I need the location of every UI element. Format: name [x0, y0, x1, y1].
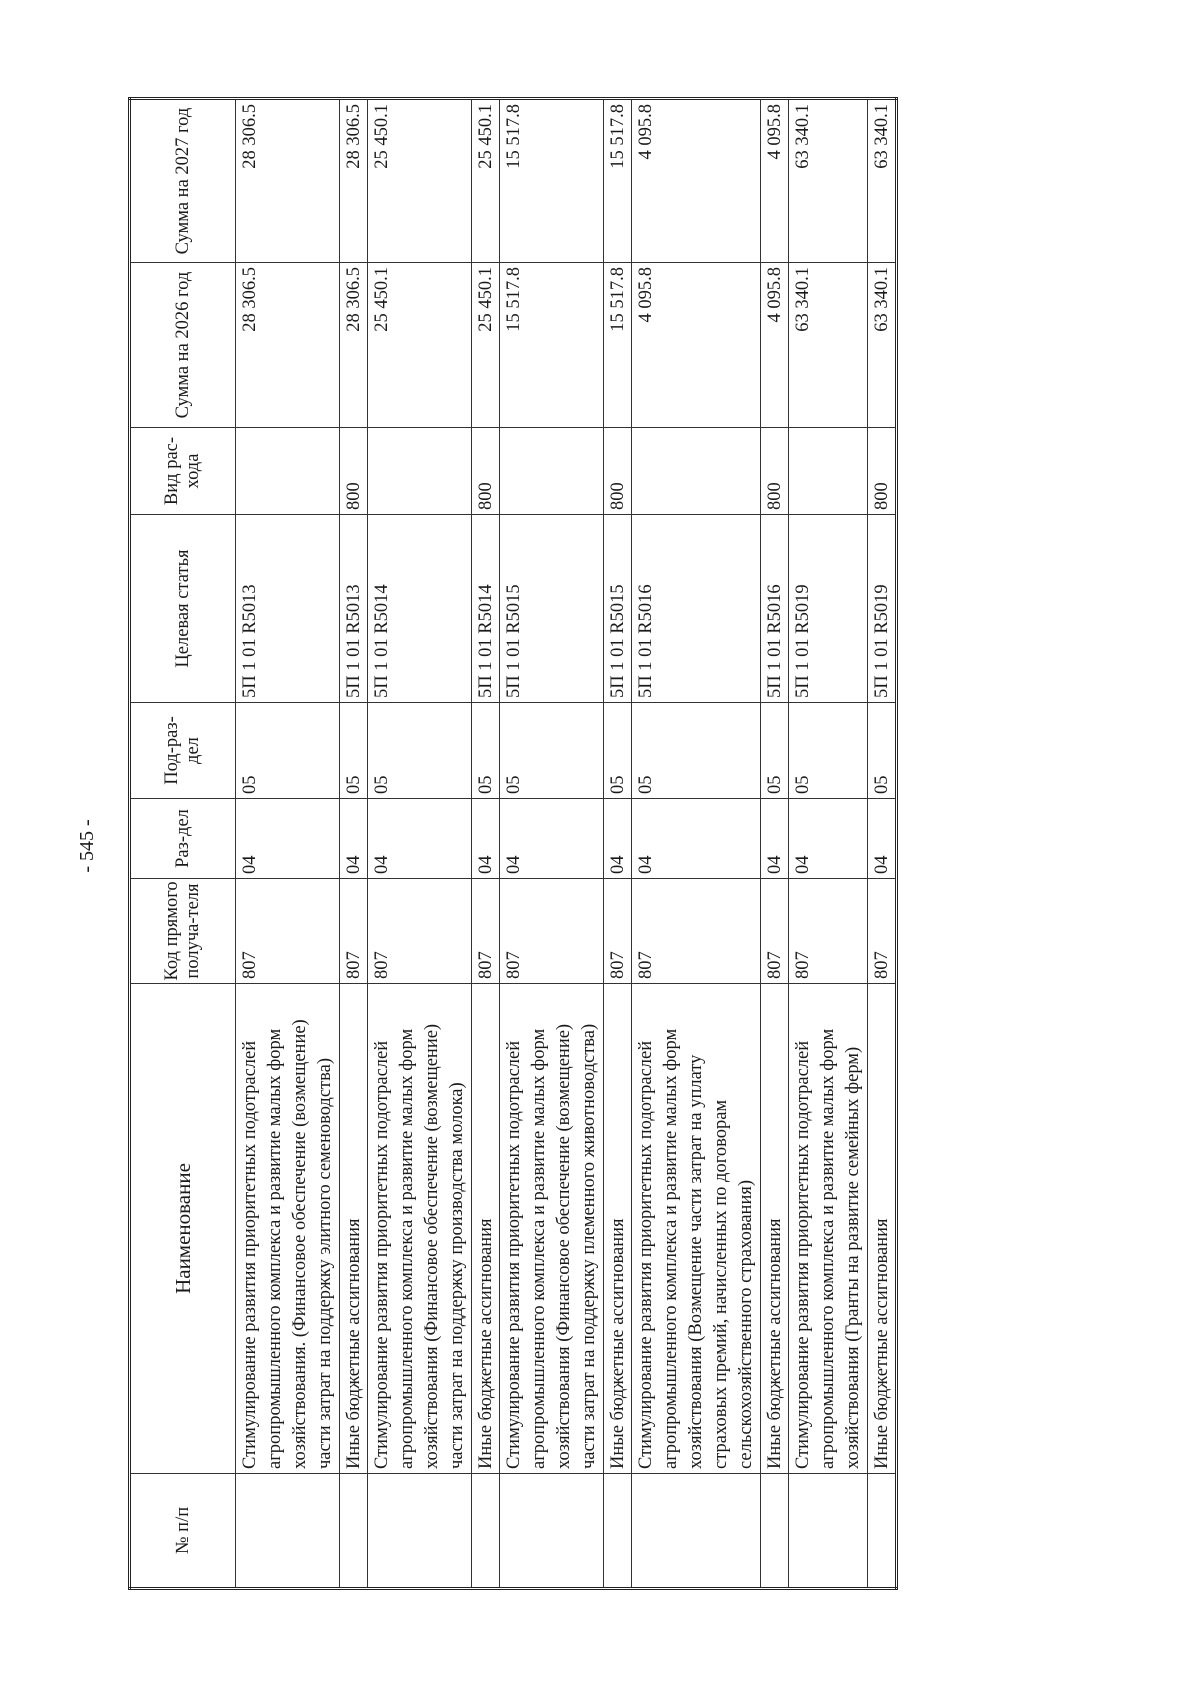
row-target-cell: 5П 1 01 R5014 [368, 515, 472, 703]
table-row [789, 99, 868, 1589]
row-expense-type-cell: 800 [604, 428, 632, 515]
row-subsection-cell: 05 [340, 703, 368, 799]
row-expense-type-cell: 800 [868, 428, 897, 515]
row-name-cell: Стимулирование развития приоритетных подотраслей агропромышленного комплекса и развитие малых форм хозяйствования (Финансовое обеспечение (возмещение) части затрат на поддержку племенного животноводства) [500, 984, 604, 1474]
row-name-cell: Стимулирование развития приоритетных подотраслей агропромышленного комплекса и развитие малых форм хозяйствования (Гранты на развитие семейных ферм) [789, 984, 868, 1474]
row-num-cell [368, 1474, 472, 1589]
row-subsection-cell: 05 [604, 703, 632, 799]
row-section-cell: 04 [789, 799, 868, 879]
row-sum-2026-cell: 4 095.8 [632, 263, 761, 428]
row-name-cell: Иные бюджетные ассигнования [340, 984, 368, 1474]
row-sum-2026-cell: 28 306.5 [236, 263, 340, 428]
row-expense-type-cell: 800 [761, 428, 789, 515]
row-name-cell: Стимулирование развития приоритетных подотраслей агропромышленного комплекса и развитие малых форм хозяйствования (Возмещение части затрат на уплату страховых премий, начисленных по договорам сельскохозяйственного страхования) [632, 984, 761, 1474]
row-sum-2027-cell: 25 450.1 [368, 99, 472, 263]
row-sum-2027-cell: 28 306.5 [236, 99, 340, 263]
row-num-cell [236, 1474, 340, 1589]
row-expense-type-cell [368, 428, 472, 515]
row-sum-2027-cell: 15 517.8 [604, 99, 632, 263]
row-recipient-cell: 807 [340, 879, 368, 984]
row-sum-2027-cell: 63 340.1 [868, 99, 897, 263]
row-subsection-cell: 05 [868, 703, 897, 799]
row-recipient-cell: 807 [500, 879, 604, 984]
row-sum-2027-cell: 28 306.5 [340, 99, 368, 263]
row-recipient-cell: 807 [789, 879, 868, 984]
row-target-cell: 5П 1 01 R5013 [236, 515, 340, 703]
row-target-cell: 5П 1 01 R5015 [500, 515, 604, 703]
table-row [236, 99, 340, 1589]
row-target-cell: 5П 1 01 R5016 [761, 515, 789, 703]
row-num-cell [604, 1474, 632, 1589]
row-num-cell [340, 1474, 368, 1589]
row-sum-2026-cell: 4 095.8 [761, 263, 789, 428]
row-recipient-cell: 807 [236, 879, 340, 984]
row-target-cell: 5П 1 01 R5019 [868, 515, 897, 703]
row-expense-type-cell [632, 428, 761, 515]
row-recipient-cell: 807 [632, 879, 761, 984]
header-sum-2027: Сумма на 2027 год [130, 99, 236, 263]
header-section: Раз-дел [130, 799, 236, 879]
header-subsection: Под-раз-дел [130, 703, 236, 799]
row-subsection-cell: 05 [236, 703, 340, 799]
rotated-page-content [128, 100, 968, 1590]
row-num-cell [632, 1474, 761, 1589]
header-num: № п/п [130, 1474, 236, 1589]
row-num-cell [500, 1474, 604, 1589]
header-target-article: Целевая статья [130, 515, 236, 703]
row-sum-2026-cell: 15 517.8 [500, 263, 604, 428]
row-expense-type-cell [500, 428, 604, 515]
row-sum-2026-cell: 15 517.8 [604, 263, 632, 428]
row-num-cell [789, 1474, 868, 1589]
row-recipient-cell: 807 [472, 879, 500, 984]
row-recipient-cell: 807 [868, 879, 897, 984]
table-header-row [130, 99, 236, 1589]
row-expense-type-cell [236, 428, 340, 515]
header-sum-2026: Сумма на 2026 год [130, 263, 236, 428]
header-name: Наименование [130, 984, 236, 1474]
row-subsection-cell: 05 [368, 703, 472, 799]
row-recipient-cell: 807 [368, 879, 472, 984]
row-sum-2027-cell: 4 095.8 [761, 99, 789, 263]
row-section-cell: 04 [632, 799, 761, 879]
row-section-cell: 04 [761, 799, 789, 879]
row-section-cell: 04 [604, 799, 632, 879]
row-num-cell [761, 1474, 789, 1589]
table-row [340, 99, 368, 1589]
row-target-cell: 5П 1 01 R5019 [789, 515, 868, 703]
row-section-cell: 04 [500, 799, 604, 879]
table-row [472, 99, 500, 1589]
row-section-cell: 04 [472, 799, 500, 879]
table-row [632, 99, 761, 1589]
row-target-cell: 5П 1 01 R5016 [632, 515, 761, 703]
row-section-cell: 04 [236, 799, 340, 879]
header-recipient-code: Код прямого получа-теля [130, 879, 236, 984]
table-row [868, 99, 897, 1589]
row-subsection-cell: 05 [789, 703, 868, 799]
row-sum-2026-cell: 63 340.1 [789, 263, 868, 428]
row-name-cell: Стимулирование развития приоритетных подотраслей агропромышленного комплекса и развитие малых форм хозяйствования (Финансовое обеспечение (возмещение) части затрат на поддержку производства молока) [368, 984, 472, 1474]
row-subsection-cell: 05 [761, 703, 789, 799]
row-target-cell: 5П 1 01 R5015 [604, 515, 632, 703]
row-num-cell [472, 1474, 500, 1589]
row-num-cell [868, 1474, 897, 1589]
row-recipient-cell: 807 [761, 879, 789, 984]
row-name-cell: Иные бюджетные ассигнования [761, 984, 789, 1474]
row-recipient-cell: 807 [604, 879, 632, 984]
row-name-cell: Иные бюджетные ассигнования [868, 984, 897, 1474]
row-sum-2026-cell: 28 306.5 [340, 263, 368, 428]
row-name-cell: Иные бюджетные ассигнования [604, 984, 632, 1474]
table-row [368, 99, 472, 1589]
row-sum-2027-cell: 15 517.8 [500, 99, 604, 263]
row-sum-2027-cell: 63 340.1 [789, 99, 868, 263]
table-row [761, 99, 789, 1589]
table-row [500, 99, 604, 1589]
header-expense-type: Вид рас-хода [130, 428, 236, 515]
row-name-cell: Иные бюджетные ассигнования [472, 984, 500, 1474]
row-expense-type-cell: 800 [472, 428, 500, 515]
row-expense-type-cell [789, 428, 868, 515]
row-sum-2027-cell: 25 450.1 [472, 99, 500, 263]
row-section-cell: 04 [368, 799, 472, 879]
row-name-cell: Стимулирование развития приоритетных подотраслей агропромышленного комплекса и развитие малых форм хозяйствования. (Финансовое обеспечение (возмещение) части затрат на поддержку элитного семеноводства) [236, 984, 340, 1474]
row-sum-2026-cell: 63 340.1 [868, 263, 897, 428]
row-subsection-cell: 05 [632, 703, 761, 799]
row-target-cell: 5П 1 01 R5013 [340, 515, 368, 703]
row-sum-2027-cell: 4 095.8 [632, 99, 761, 263]
table-row [604, 99, 632, 1589]
row-subsection-cell: 05 [500, 703, 604, 799]
row-section-cell: 04 [340, 799, 368, 879]
row-subsection-cell: 05 [472, 703, 500, 799]
row-sum-2026-cell: 25 450.1 [472, 263, 500, 428]
row-sum-2026-cell: 25 450.1 [368, 263, 472, 428]
page-number: - 545 - [76, 819, 98, 873]
row-target-cell: 5П 1 01 R5014 [472, 515, 500, 703]
budget-table [128, 97, 898, 1590]
row-expense-type-cell: 800 [340, 428, 368, 515]
row-section-cell: 04 [868, 799, 897, 879]
